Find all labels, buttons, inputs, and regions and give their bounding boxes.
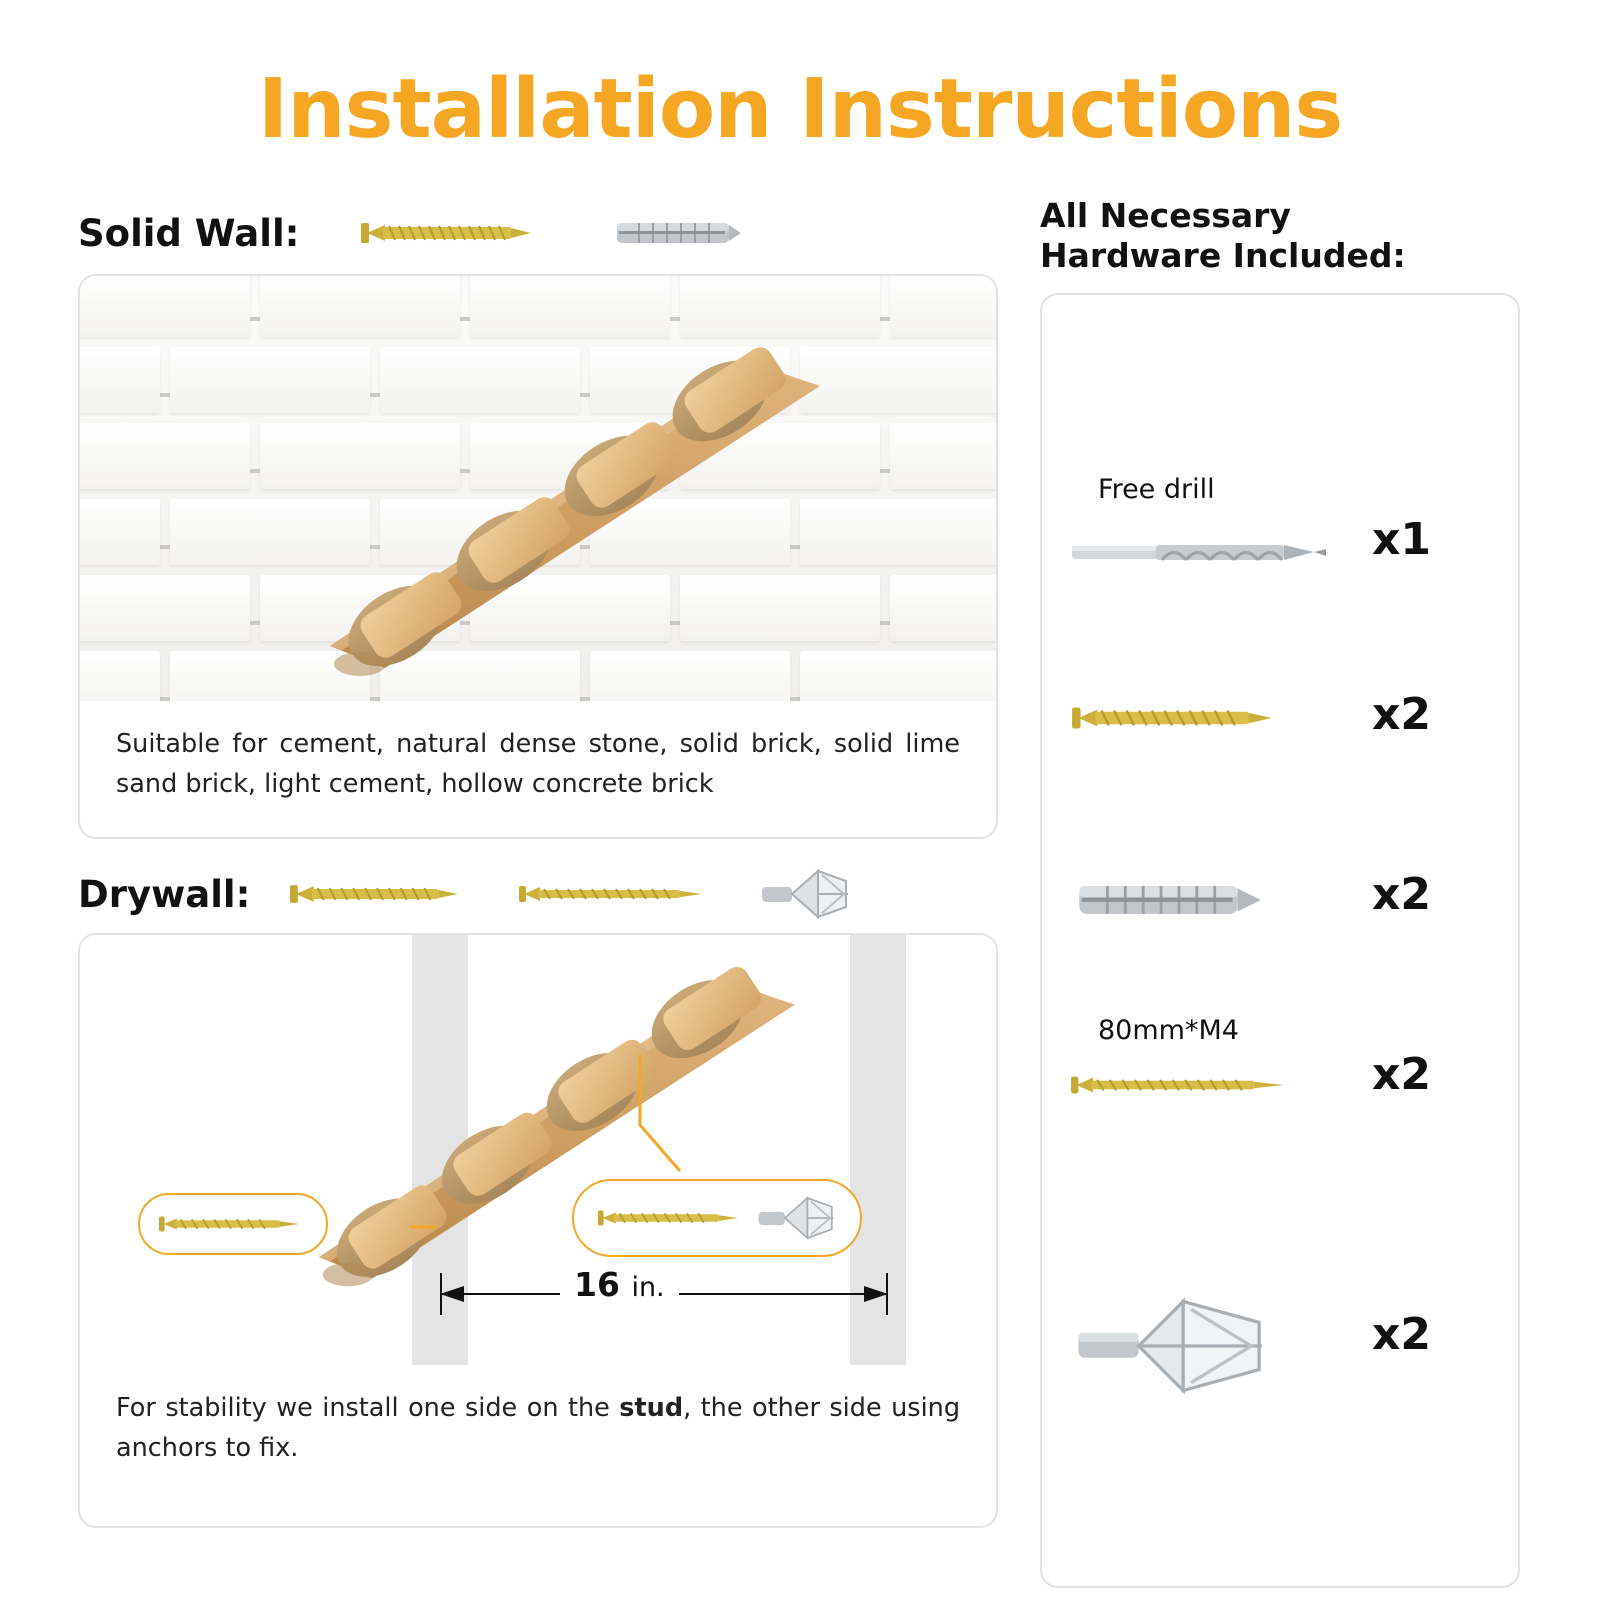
wall-plug-anchor-icon: [1042, 795, 1372, 995]
hardware-panel: [1040, 293, 1520, 1588]
screw-icon: [359, 220, 539, 246]
hardware-column: [1040, 196, 1520, 1588]
hardware-item-qty: x2: [1372, 689, 1431, 740]
solid-wall-photo: [80, 276, 996, 701]
wall-plug-anchor-icon: [613, 217, 743, 249]
toggle-anchor-icon: [1042, 1235, 1372, 1435]
wall-hook-rack: [290, 346, 990, 676]
solid-wall-label: Solid Wall:: [78, 211, 300, 255]
hardware-item-80mm-m4: [1042, 975, 1518, 1175]
hardware-item-qty: x1: [1372, 514, 1431, 565]
drywall-photo: [80, 935, 996, 1365]
hardware-item-toggle-anchor: [1042, 1235, 1518, 1435]
toggle-anchor-icon: [757, 1189, 837, 1247]
hardware-title: [1040, 196, 1520, 277]
long-screw-icon: [518, 881, 708, 907]
page-title: Installation Instructions: [257, 62, 1343, 157]
long-screw-icon: [1042, 975, 1372, 1175]
hardware-item-qty: x2: [1372, 1309, 1431, 1360]
screw-icon: [288, 881, 466, 907]
callout-anchor-screw: [572, 1179, 862, 1257]
solid-wall-heading: [78, 200, 998, 266]
screw-icon: [158, 1213, 308, 1235]
drill-bit-icon: [1042, 440, 1372, 640]
solid-wall-panel: [78, 274, 998, 839]
hardware-item-qty: x2: [1372, 869, 1431, 920]
drywall-caption-after: , the other side using anchors to fix.: [116, 1393, 961, 1463]
solid-wall-caption: Suitable for cement, natural dense stone, solid brick, solid lime sand brick, light cement, hollow concrete brick: [116, 729, 960, 799]
hardware-item-wall-plug: [1042, 795, 1518, 995]
solid-wall-hardware-icons: [359, 217, 743, 249]
left-column: [78, 200, 998, 1528]
drywall-label: Drywall:: [78, 872, 251, 916]
hardware-title-line1: All Necessary: [1040, 196, 1291, 235]
hardware-item-label: 80mm*M4: [1098, 1014, 1239, 1046]
drywall-caption-bold: stud: [619, 1393, 684, 1423]
hardware-title-line2: Hardware Included:: [1040, 236, 1406, 276]
dimension-label: 16 in.: [560, 1265, 679, 1304]
screw-icon: [1042, 615, 1372, 815]
hardware-item-screw: [1042, 615, 1518, 815]
callout-stud-screw: [138, 1193, 328, 1255]
drywall-caption-before: For stability we install one side on the: [116, 1393, 620, 1423]
long-screw-icon: [597, 1207, 747, 1229]
drywall-panel: [78, 933, 998, 1528]
drywall-heading: [78, 861, 998, 927]
hardware-item-label: Free drill: [1098, 473, 1215, 505]
drywall-caption: [80, 1365, 996, 1498]
hardware-item-qty: x2: [1372, 1049, 1431, 1100]
hardware-item-free-drill: [1042, 440, 1518, 640]
toggle-anchor-icon: [760, 861, 852, 927]
drywall-hardware-icons: [288, 861, 852, 927]
